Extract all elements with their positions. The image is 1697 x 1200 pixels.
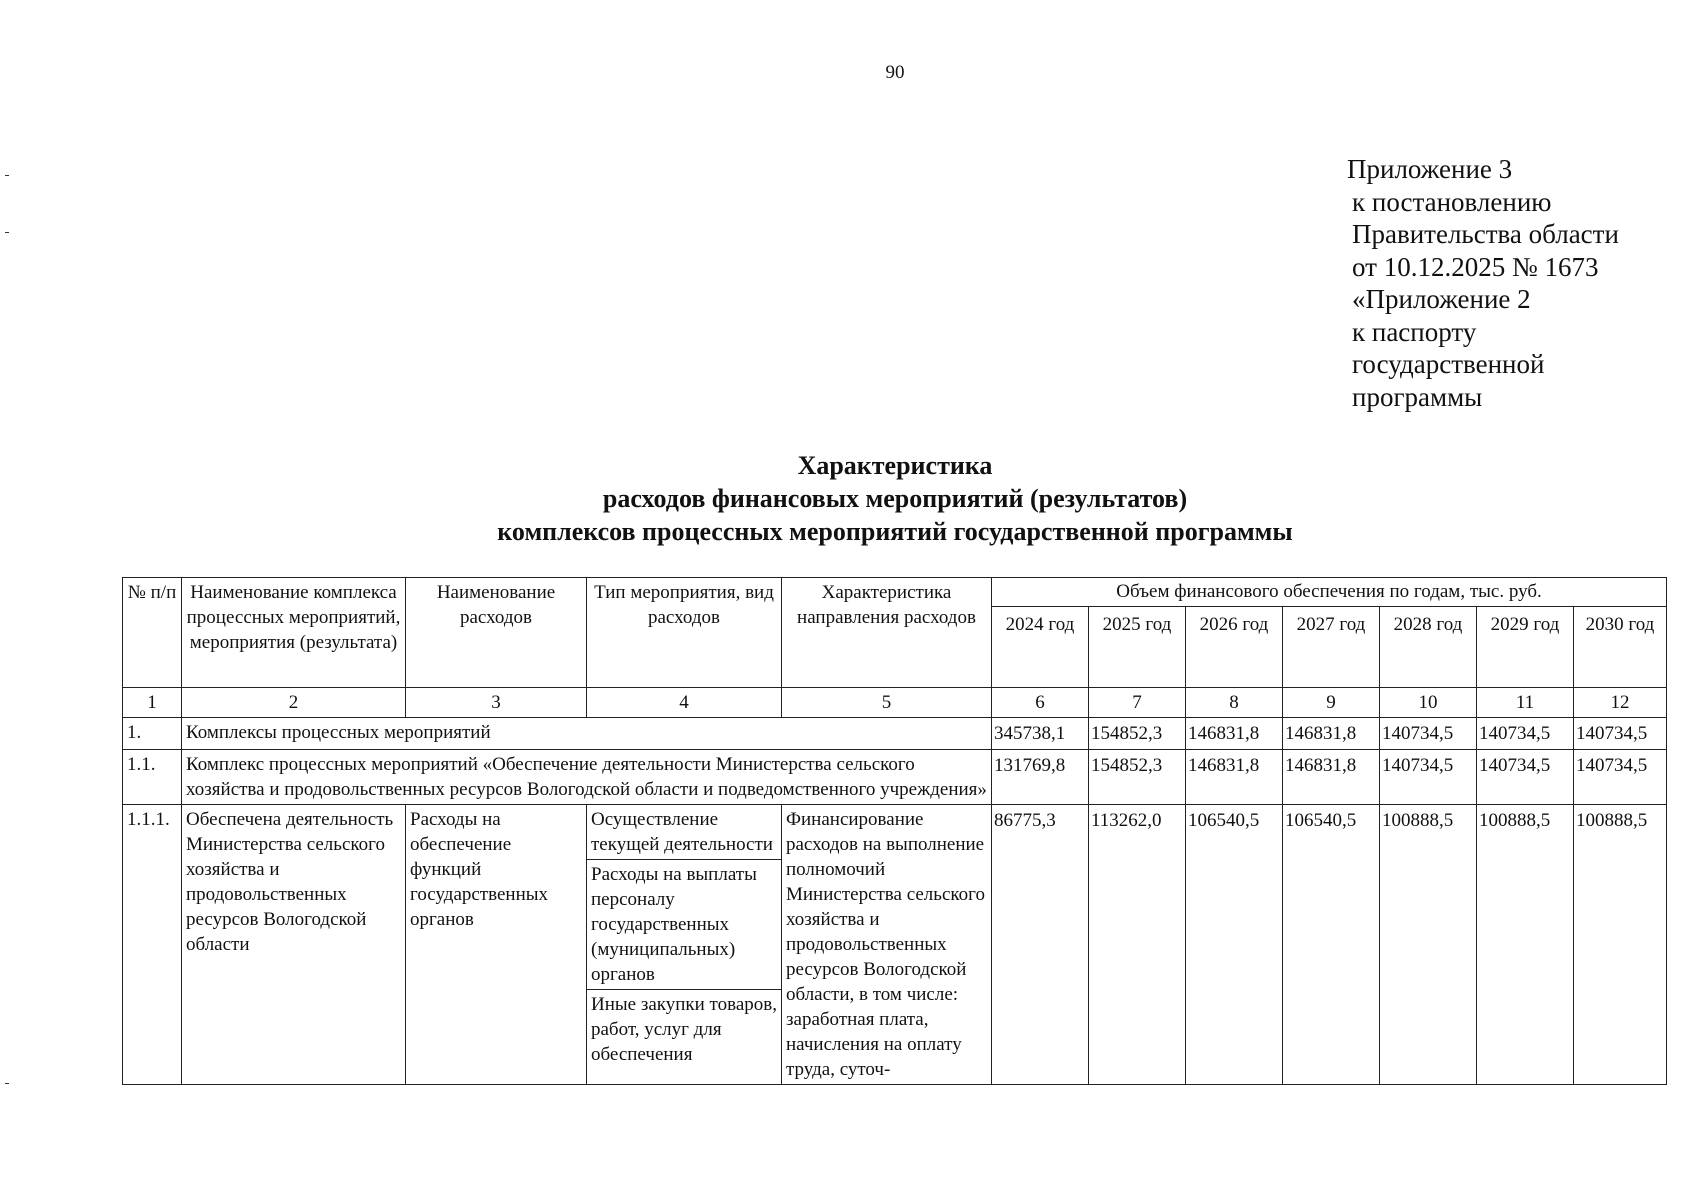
row-value: 146831,8	[1283, 750, 1380, 805]
row-value: 345738,1	[992, 718, 1089, 750]
column-number: 12	[1574, 688, 1667, 718]
column-number: 9	[1283, 688, 1380, 718]
row-value: 146831,8	[1283, 718, 1380, 750]
header-year: 2030 год	[1574, 607, 1667, 688]
header-year: 2024 год	[992, 607, 1089, 688]
header-year: 2027 год	[1283, 607, 1380, 688]
expenses-table	[122, 577, 1667, 1085]
activity-type-item: Иные закупки товаров, работ, услуг для обеспечения	[591, 994, 777, 1065]
row-value: 140734,5	[1574, 718, 1667, 750]
row-value: 146831,8	[1186, 750, 1283, 805]
header-year: 2025 год	[1089, 607, 1186, 688]
column-number: 4	[587, 688, 782, 718]
row-value: 106540,5	[1283, 805, 1380, 1085]
row-types	[587, 805, 782, 1085]
scan-mark	[5, 1083, 9, 1084]
document-title	[0, 449, 1697, 548]
header-complex-name: Наименование комплекса процессных мероприятий, мероприятия (результата)	[182, 578, 406, 688]
header-num: № п/п	[123, 578, 182, 688]
row-value: 131769,8	[992, 750, 1089, 805]
table-row	[123, 805, 1667, 1085]
row-value: 100888,5	[1380, 805, 1477, 1085]
table-row	[123, 718, 1667, 750]
header-activity-type: Тип мероприятия, вид расходов	[587, 578, 782, 688]
row-direction: Финансирование расходов на выполнение полномочий Министерства сельского хозяйства и продовольственных ресурсов Вологодской области, в том числе: заработная плата, начисления на оплату труда, суточ-	[782, 805, 992, 1085]
row-value: 146831,8	[1186, 718, 1283, 750]
column-number: 11	[1477, 688, 1574, 718]
appendix-block	[1347, 153, 1619, 413]
appendix-line: «Приложение 2	[1352, 284, 1531, 314]
appendix-line: Приложение 3	[1347, 154, 1513, 184]
row-value: 140734,5	[1477, 750, 1574, 805]
column-numbers-row	[123, 688, 1667, 718]
row-num: 1.1.1.	[123, 805, 182, 1085]
appendix-line: к постановлению	[1352, 186, 1552, 217]
appendix-line: от 10.12.2025 № 1673	[1352, 251, 1599, 282]
column-number: 7	[1089, 688, 1186, 718]
row-value: 100888,5	[1477, 805, 1574, 1085]
scan-mark	[5, 232, 9, 233]
row-num: 1.	[123, 718, 182, 750]
header-year: 2029 год	[1477, 607, 1574, 688]
table-row	[123, 750, 1667, 805]
header-expense-name: Наименование расходов	[406, 578, 587, 688]
row-value: 140734,5	[1380, 718, 1477, 750]
header-year: 2028 год	[1380, 607, 1477, 688]
table-header-row	[123, 578, 1667, 607]
row-num: 1.1.	[123, 750, 182, 805]
row-name: Обеспечена деятельность Министерства сельского хозяйства и продовольственных ресурсов Вологодской области	[182, 805, 406, 1085]
row-value: 140734,5	[1477, 718, 1574, 750]
row-value: 154852,3	[1089, 750, 1186, 805]
header-year: 2026 год	[1186, 607, 1283, 688]
scan-mark	[5, 175, 9, 176]
appendix-line: к паспорту	[1352, 316, 1477, 347]
row-expense: Расходы на обеспечение функций государственных органов	[406, 805, 587, 1085]
column-number: 2	[182, 688, 406, 718]
header-direction: Характеристика направления расходов	[782, 578, 992, 688]
column-number: 8	[1186, 688, 1283, 718]
row-value: 106540,5	[1186, 805, 1283, 1085]
column-number: 5	[782, 688, 992, 718]
title-line: Характеристика	[797, 451, 993, 480]
row-value: 154852,3	[1089, 718, 1186, 750]
title-line: расходов финансовых мероприятий (результатов)	[602, 484, 1188, 513]
row-value: 86775,3	[992, 805, 1089, 1085]
header-financing: Объем финансового обеспечения по годам, тыс. руб.	[992, 578, 1667, 607]
row-name: Комплекс процессных мероприятий «Обеспечение деятельности Министерства сельского хозяйства и продовольственных ресурсов Вологодской области и подведомственного учреждения»	[182, 750, 992, 805]
column-number: 1	[123, 688, 182, 718]
appendix-line: программы	[1352, 381, 1483, 412]
row-value: 140734,5	[1380, 750, 1477, 805]
appendix-line: Правительства области	[1352, 219, 1619, 249]
row-name: Комплексы процессных мероприятий	[182, 718, 992, 750]
page-number: 90	[885, 62, 905, 83]
column-number: 3	[406, 688, 587, 718]
row-value: 100888,5	[1574, 805, 1667, 1085]
row-value: 113262,0	[1089, 805, 1186, 1085]
title-line: комплексов процессных мероприятий государственной программы	[497, 517, 1293, 546]
column-number: 6	[992, 688, 1089, 718]
activity-type-item: Осуществление текущей деятельности	[587, 805, 781, 860]
row-value: 140734,5	[1574, 750, 1667, 805]
column-number: 10	[1380, 688, 1477, 718]
appendix-line: государственной	[1352, 349, 1545, 379]
activity-type-item: Расходы на выплаты персоналу государственных (муниципальных) органов	[587, 860, 781, 990]
